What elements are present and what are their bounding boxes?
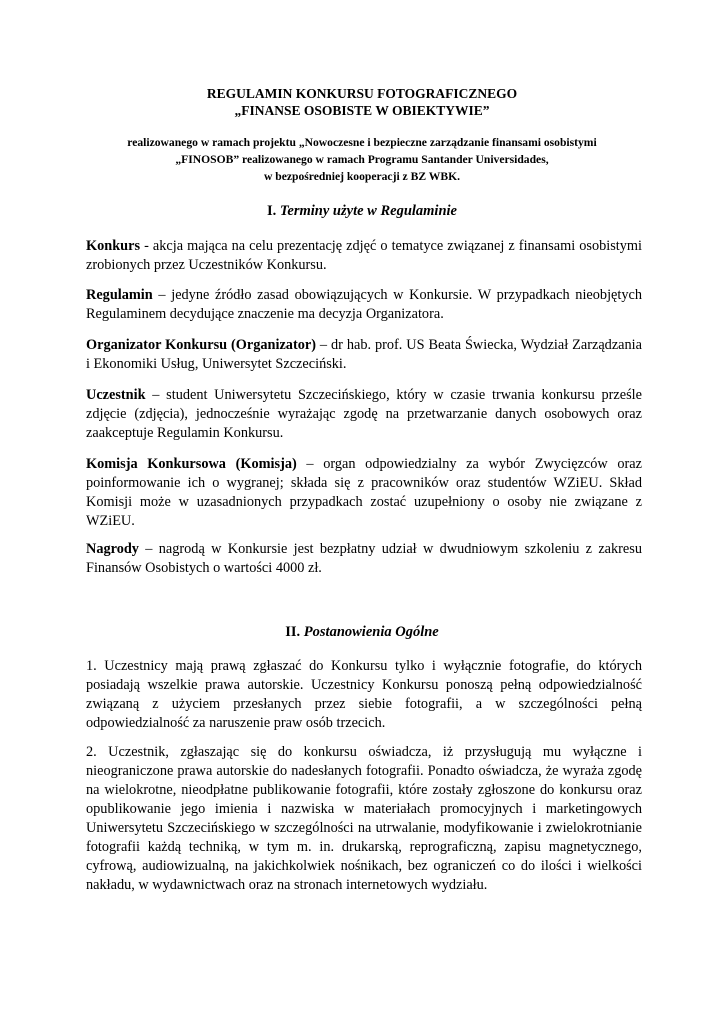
definition-text: – dr hab. prof. US Beata Świecka, Wydział Zarządzania i Ekonomiki Usług, Uniwersytet Szczeciński. (86, 337, 642, 372)
definition-regulamin (86, 286, 642, 324)
paragraph-2: 2. Uczestnik, zgłaszając się do konkursu oświadcza, iż przysługują mu wyłączne i nieograniczone prawa autorskie do nadesłanych fotografii. Ponadto oświadcza, że wyraża zgodę na wielokrotne, nieodpłatne publikowanie fotografii, które zostały zgłoszone do konkursu oraz opublikowanie jego imienia i nazwiska w materiałach promocyjnych i marketingowych Uniwersytetu Szczecińskiego w szczególności na utrwalanie, modyfikowanie i zwielokrotnianie fotografii każdą techniką, w tym m. in. drukarską, reprograficzną, zapisu magnetycznego, cyfrową, audiowizualną, na jakichkolwiek nośnikach, bez ograniczeń co do ilości i wielkości nakładu, w wydawnictwach oraz na stronach internetowych wydziału. (86, 744, 642, 893)
definition-text: – jedyne źródło zasad obowiązujących w Konkursie. W przypadkach nieobjętych Regulaminem decydujące znaczenie ma decyzja Organizatora. (86, 287, 642, 322)
definition-text: – nagrodą w Konkursie jest bezpłatny udział w dwudniowym szkoleniu z zakresu Finansów Osobistych o wartości 4000 zł. (86, 541, 642, 576)
definition-uczestnik (86, 386, 642, 443)
definition-text: – student Uniwersytetu Szczecińskiego, który w czasie trwania konkursu prześle zdjęcie (zdjęcia), jednocześnie wyrażając zgodę na przetwarzanie danych osobowych oraz zaakceptuje Regulamin Konkursu. (86, 387, 642, 441)
section-2-number: II. (285, 624, 301, 640)
title-line-2: „FINANSE OSOBISTE W OBIEKTYWIE” (234, 103, 490, 118)
definition-term: Nagrody (86, 541, 139, 557)
definition-term: Uczestnik (86, 387, 146, 403)
section-1-heading (0, 203, 724, 220)
subtitle-line-1: realizowanego w ramach projektu „Nowoczesne i bezpieczne zarządzanie finansami osobistymi (127, 136, 597, 149)
section-2-title: Postanowienia Ogólne (303, 624, 439, 640)
section-1-title: Terminy użyte w Regulaminie (279, 203, 457, 219)
definition-term: Komisja Konkursowa (Komisja) (86, 456, 297, 472)
definition-term: Organizator Konkursu (Organizator) (86, 337, 316, 353)
subtitle-line-3: w bezpośredniej kooperacji z BZ WBK. (263, 170, 461, 183)
definition-konkurs (86, 237, 642, 275)
title-line-1: REGULAMIN KONKURSU FOTOGRAFICZNEGO (206, 86, 518, 101)
section-2-heading (0, 624, 724, 641)
document-title (0, 85, 724, 119)
definition-term: Konkurs (86, 238, 141, 254)
section-1-number: I. (266, 203, 277, 219)
subtitle-line-2: „FINOSOB” realizowanego w ramach Programu Santander Universidades, (175, 153, 549, 166)
definition-term: Regulamin (86, 287, 153, 303)
definition-nagrody (86, 540, 642, 578)
definition-text: – organ odpowiedzialny za wybór Zwycięzców oraz poinformowanie ich o wygranej; składa się z pracowników oraz studentów WZiEU. Skład Komisji może w uzasadnionych przypadkach zostać uzupełniony o osoby nie związane z WZiEU. (86, 456, 642, 529)
definition-komisja (86, 455, 642, 531)
definition-text: - akcja mająca na celu prezentację zdjęć o tematyce związanej z finansami osobistymi zrobionych przez Uczestników Konkursu. (86, 238, 642, 273)
definition-organizator (86, 336, 642, 374)
document-subtitle (0, 134, 724, 185)
paragraph-1: 1. Uczestnicy mają prawą zgłaszać do Konkursu tylko i wyłącznie fotografie, do których posiadają wszelkie prawa autorskie. Uczestnicy Konkursu ponoszą pełną odpowiedzialność związaną z użyciem przesłanych przez siebie fotografii, a w szczególności pełną odpowiedzialność za naruszenie praw osób trzecich. (86, 658, 642, 731)
